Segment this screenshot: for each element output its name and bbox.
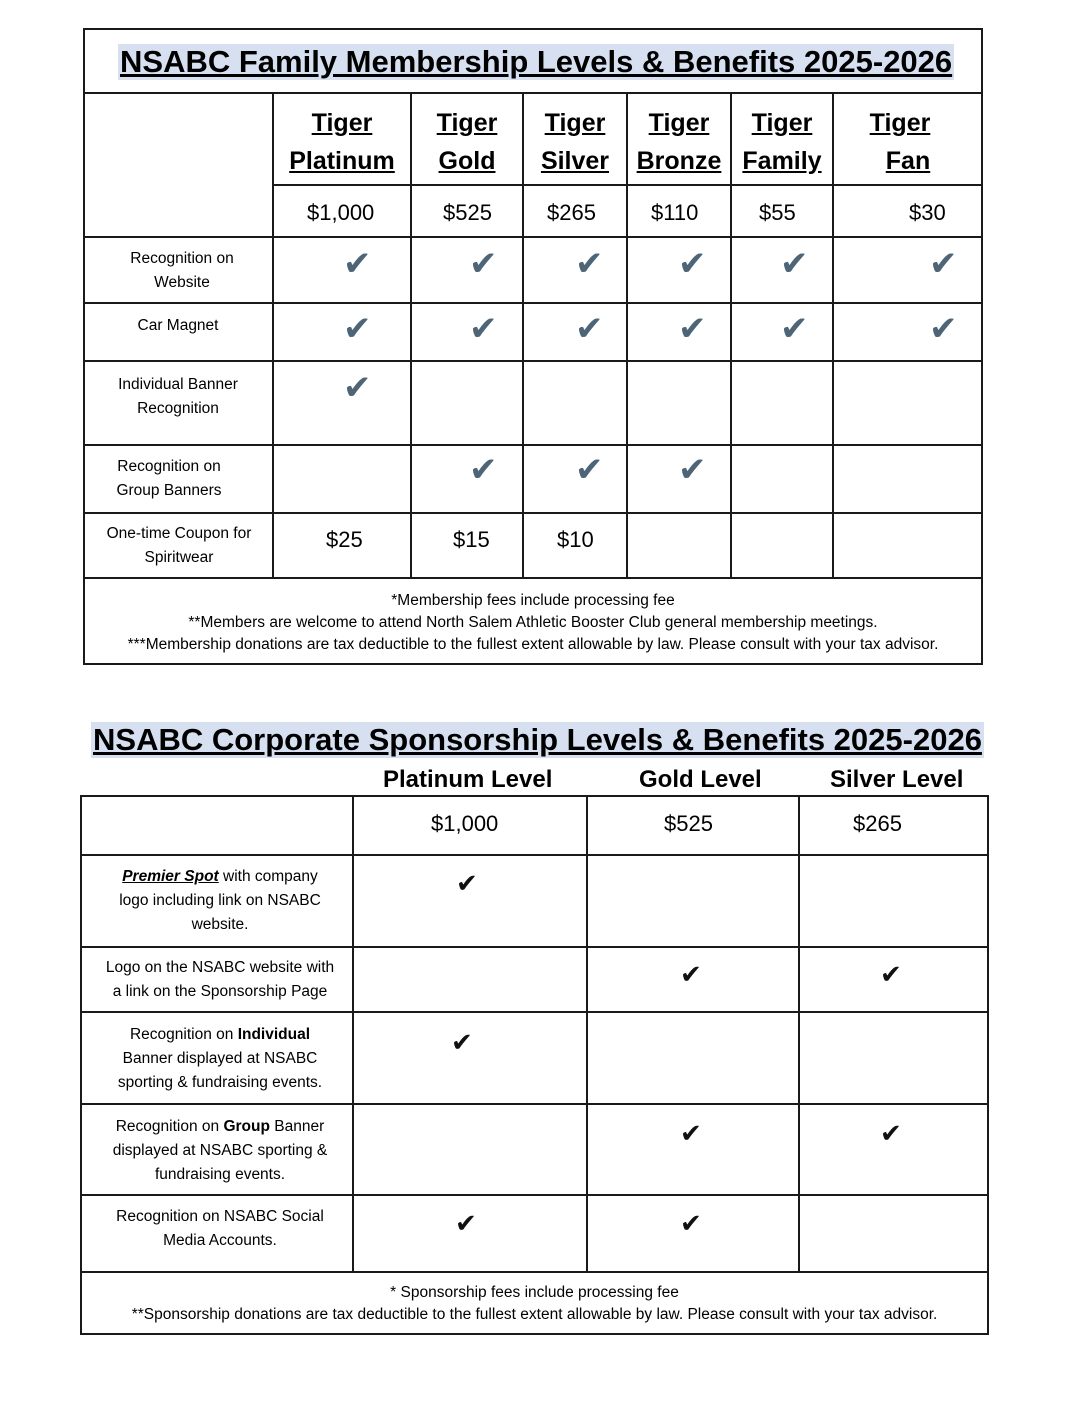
benefit-coupon: [86, 522, 272, 570]
premier-spot-label: Premier Spot: [122, 868, 219, 885]
benefit-line: [84, 1115, 356, 1139]
tier-word: Tiger: [544, 109, 606, 137]
corporate-divider: [80, 854, 989, 856]
corporate-price-gold: $525: [664, 811, 713, 836]
price-silver: $265: [547, 200, 596, 225]
price-family: $55: [759, 200, 796, 225]
benefit-line: Recognition on NSABC Social: [116, 1208, 324, 1225]
benefit-text: with company: [218, 868, 318, 885]
benefit-line: logo including link on NSABC: [119, 892, 321, 909]
level-platinum: Platinum Level: [383, 766, 553, 793]
price-bronze: $110: [651, 200, 699, 225]
benefit-line: a link on the Sponsorship Page: [112, 983, 328, 1000]
tier-word: Tiger: [869, 109, 931, 137]
benefit-logo-website: [84, 956, 356, 1004]
tier-word: Tiger: [751, 109, 813, 137]
price-platinum: $1,000: [307, 200, 375, 225]
corporate-price-platinum: $1,000: [431, 811, 499, 836]
benefit-line: sporting & fundraising events.: [117, 1074, 323, 1091]
tier-header-silver: [524, 104, 626, 180]
benefit-individual-banner-corp: [84, 1023, 356, 1095]
coupon-gold: $15: [453, 527, 490, 552]
family-divider: [83, 577, 983, 579]
check-icon: ✔: [678, 451, 707, 489]
family-divider: [83, 236, 983, 238]
family-note: *Membership fees include processing fee: [391, 592, 675, 609]
check-icon: ✔: [880, 959, 902, 989]
corporate-col-divider: [798, 795, 800, 1272]
price-gold: $525: [443, 200, 492, 225]
tier-word: Tiger: [436, 109, 498, 137]
check-icon: ✔: [575, 451, 604, 489]
corporate-divider: [80, 1194, 989, 1196]
benefit-text: Banner: [269, 1118, 325, 1135]
tier-name: Silver: [540, 147, 610, 175]
benefit-line: Recognition: [137, 400, 219, 417]
check-icon: ✔: [575, 245, 604, 283]
check-icon: ✔: [780, 245, 809, 283]
tier-header-gold: [412, 104, 522, 180]
check-icon: ✔: [469, 310, 498, 348]
check-icon: ✔: [929, 245, 958, 283]
benefit-line: Banner displayed at NSABC: [122, 1050, 318, 1067]
benefit-car-magnet: [86, 314, 270, 338]
corporate-divider: [80, 946, 989, 948]
benefit-text: Recognition on: [129, 1026, 238, 1043]
family-divider: [83, 92, 983, 94]
benefit-premier-spot: [84, 865, 356, 937]
benefit-line: displayed at NSABC sporting &: [112, 1142, 328, 1159]
corporate-col-divider: [586, 795, 588, 1272]
tier-word: Tiger: [648, 109, 710, 137]
tier-header-family: [732, 104, 832, 180]
family-note: ***Membership donations are tax deductible to the fullest extent allowable by law. Please consult with your tax advisor.: [127, 636, 939, 653]
benefit-line: website.: [191, 916, 249, 933]
check-icon: ✔: [680, 959, 702, 989]
benefit-line: Group Banners: [116, 482, 222, 499]
family-divider: [83, 302, 983, 304]
corporate-note: * Sponsorship fees include processing fee: [390, 1284, 679, 1301]
corporate-divider: [80, 1271, 989, 1273]
tier-header-platinum: [274, 104, 410, 180]
family-divider: [83, 444, 983, 446]
check-icon: ✔: [451, 1027, 473, 1057]
coupon-platinum: $25: [326, 527, 363, 552]
check-icon: ✔: [456, 868, 478, 898]
check-icon: ✔: [680, 1208, 702, 1238]
benefit-text: Recognition on: [115, 1118, 224, 1135]
tier-name: Family: [742, 147, 822, 175]
check-icon: ✔: [929, 310, 958, 348]
family-note: **Members are welcome to attend North Salem Athletic Booster Club general membership meetings.: [188, 614, 878, 631]
check-icon: ✔: [343, 369, 372, 407]
benefit-line: [84, 1023, 356, 1047]
level-gold: Gold Level: [639, 766, 762, 793]
benefit-line: Website: [154, 274, 210, 291]
check-icon: ✔: [678, 310, 707, 348]
check-icon: ✔: [469, 451, 498, 489]
benefit-line: Car Magnet: [137, 317, 219, 334]
check-icon: ✔: [575, 310, 604, 348]
benefit-line: fundraising events.: [154, 1166, 286, 1183]
benefit-line: Media Accounts.: [163, 1232, 277, 1249]
benefit-group-banners: [86, 455, 252, 503]
tier-word: Tiger: [311, 109, 373, 137]
benefit-line: Recognition on: [117, 458, 221, 475]
check-icon: ✔: [780, 310, 809, 348]
check-icon: ✔: [680, 1118, 702, 1148]
check-icon: ✔: [343, 310, 372, 348]
tier-header-fan: [834, 104, 982, 180]
tier-header-bronze: [628, 104, 730, 180]
benefit-line: Spiritwear: [144, 549, 214, 566]
corporate-price-silver: $265: [853, 811, 902, 836]
benefit-bold: Group: [223, 1118, 270, 1135]
tier-name: Gold: [438, 147, 496, 175]
benefit-group-banner-corp: [84, 1115, 356, 1187]
benefit-line: Recognition on: [130, 250, 234, 267]
check-icon: ✔: [455, 1208, 477, 1238]
corporate-divider: [80, 1011, 989, 1013]
price-fan: $30: [909, 200, 946, 225]
benefit-individual-banner: [86, 373, 270, 421]
check-icon: ✔: [343, 245, 372, 283]
tier-name: Bronze: [636, 147, 722, 175]
benefit-website: [86, 247, 278, 295]
family-title: NSABC Family Membership Levels & Benefits 2025-2026: [120, 44, 953, 79]
level-silver: Silver Level: [830, 766, 964, 793]
benefit-line: Individual Banner: [118, 376, 238, 393]
corporate-divider: [80, 1103, 989, 1105]
corporate-title: NSABC Corporate Sponsorship Levels & Benefits 2025-2026: [93, 722, 982, 757]
benefit-bold: Individual: [237, 1026, 311, 1043]
tier-name: Fan: [885, 147, 931, 175]
benefit-line: [84, 865, 356, 889]
tier-name: Platinum: [289, 147, 395, 175]
check-icon: ✔: [469, 245, 498, 283]
corporate-note: **Sponsorship donations are tax deductible to the fullest extent allowable by law. Please consult with your tax advisor.: [131, 1306, 938, 1323]
check-icon: ✔: [678, 245, 707, 283]
family-divider: [83, 360, 983, 362]
coupon-silver: $10: [557, 527, 594, 552]
benefit-line: Logo on the NSABC website with: [105, 959, 335, 976]
check-icon: ✔: [880, 1118, 902, 1148]
benefit-line: One-time Coupon for: [106, 525, 252, 542]
family-divider: [83, 512, 983, 514]
benefit-social-media: [84, 1205, 356, 1253]
